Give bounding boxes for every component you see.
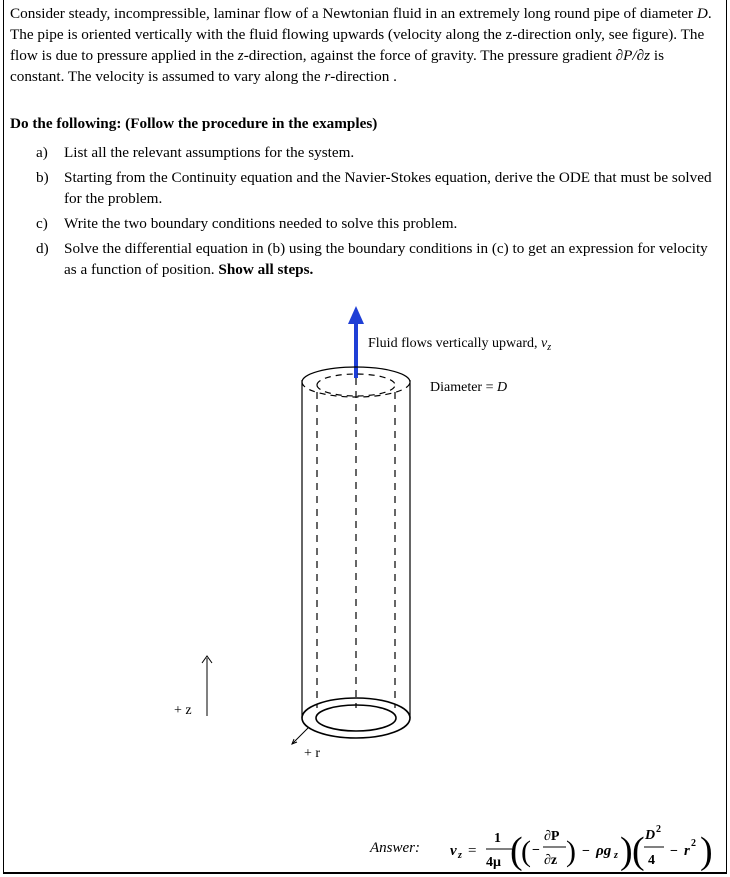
r-axis-label: + r xyxy=(304,746,321,761)
eq-D: D xyxy=(645,828,656,843)
eq-g-sub: z xyxy=(614,850,618,861)
task-list xyxy=(36,142,716,284)
pipe-figure xyxy=(150,300,600,780)
svg-text:(: ( xyxy=(510,830,523,872)
svg-text:): ) xyxy=(620,830,633,872)
eq-four: 4 xyxy=(648,853,655,868)
eq-pow2b: 2 xyxy=(691,838,696,849)
eq-vz-sub: z xyxy=(458,850,462,861)
r-axis-line xyxy=(292,728,308,744)
task-heading: Do the following: (Follow the procedure in the examples) xyxy=(10,115,378,132)
eq-den: 4μ xyxy=(486,855,501,870)
var-z: z xyxy=(237,47,244,64)
var-D: D xyxy=(696,5,708,22)
eq-r: r xyxy=(684,843,690,859)
eq-rhog: ρg xyxy=(596,843,612,859)
flow-label: Fluid flows vertically upward, $v_z$ xyxy=(368,336,552,353)
svg-text:): ) xyxy=(566,835,576,868)
eq-num: 1 xyxy=(494,831,501,846)
eq-dP: ∂P xyxy=(544,829,560,844)
diameter-label: Diameter = D xyxy=(430,380,508,395)
task-a: a) List all the relevant assumptions for the system. xyxy=(36,144,355,161)
bottom-inner-ellipse xyxy=(316,705,396,731)
flow-arrow-head xyxy=(348,306,364,324)
answer-equation xyxy=(448,820,718,876)
svg-text:(: ( xyxy=(521,835,531,868)
eq-dz: ∂z xyxy=(544,853,558,868)
eq-equals: = xyxy=(468,843,477,859)
answer-label: Answer: xyxy=(370,840,420,856)
pressure-gradient: ∂P/∂z xyxy=(615,47,651,64)
var-r: r xyxy=(324,68,331,85)
task-b: b) Starting from the Continuity equation and the Navier-Stokes equation, derive the ODE that must be solved for the problem. xyxy=(36,169,712,207)
z-axis-label: + z xyxy=(174,703,192,718)
task-c: c) Write the two boundary conditions needed to solve this problem. xyxy=(36,215,458,232)
task-d: d) Solve the differential equation in (b) using the boundary conditions in (c) to get an expression for velocity as a function of position. Show all steps. xyxy=(36,240,708,278)
eq-pow2a: 2 xyxy=(656,824,661,835)
problem-statement: Consider steady, incompressible, laminar flow of a Newtonian fluid in an extremely long round pipe of diameter D. The pipe is oriented vertically with the fluid flowing upwards (velocity along the z-direction only, see figure). The flow is due to pressure applied in the z-direction, against the force of gravity. The pressure gradient ∂P/∂z is constant. The velocity is assumed to vary along the r-direction . xyxy=(10,5,712,85)
eq-minus1: − xyxy=(532,843,540,858)
eq-minus2: − xyxy=(582,844,590,859)
svg-text:(: ( xyxy=(632,830,645,872)
eq-minus3: − xyxy=(670,844,678,859)
eq-vz: v xyxy=(450,843,457,859)
svg-text:): ) xyxy=(700,830,713,872)
